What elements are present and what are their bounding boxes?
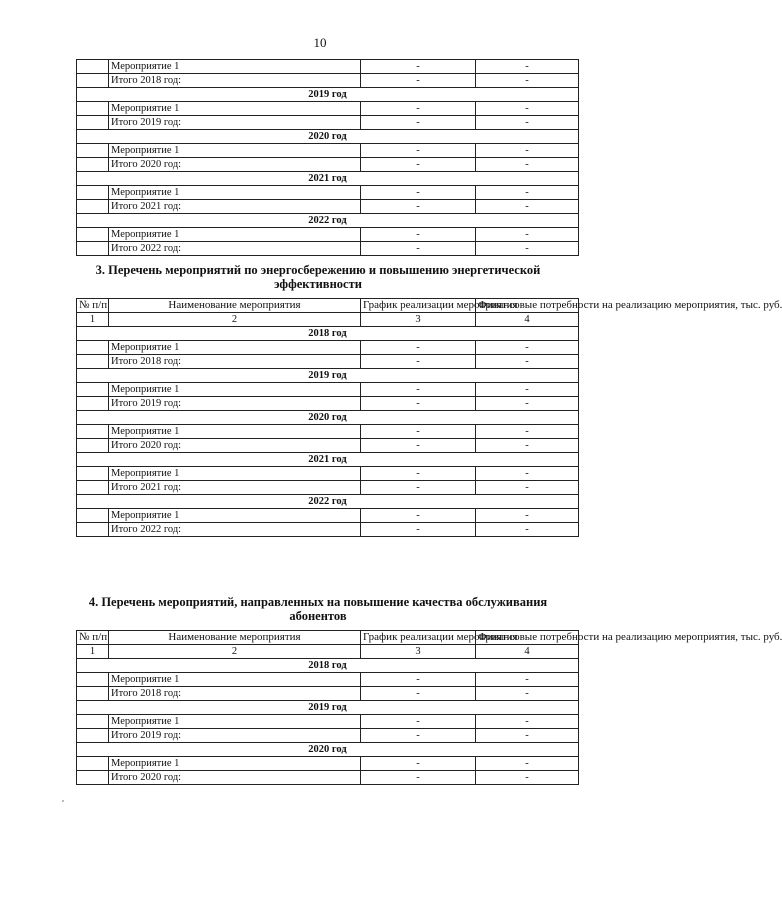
events-table-continued [76,59,579,256]
table-row [77,383,579,397]
section-3-title: 3. Перечень мероприятий по энергосбережению и повышению энергетической эффективности [95,263,541,291]
header-num: № п/п [77,299,109,313]
finance-cell: - [476,60,579,74]
finance-cell: - [476,687,579,701]
table-row [77,74,579,88]
year-heading: 2021 год [77,172,579,186]
total-label-cell: Итого 2020 год: [109,158,361,172]
schedule-cell: - [361,425,476,439]
schedule-cell: - [361,341,476,355]
finance-cell: - [476,715,579,729]
finance-cell: - [476,186,579,200]
year-heading: 2022 год [77,495,579,509]
table-row [77,116,579,130]
header-finance: Финансовые потребности на реализацию мероприятия, тыс. руб. [476,631,579,645]
table-row [77,355,579,369]
finance-cell: - [476,102,579,116]
table-row [77,715,579,729]
event-name-cell: Мероприятие 1 [109,102,361,116]
year-heading: 2020 год [77,743,579,757]
table-row [77,341,579,355]
year-row [77,327,579,341]
col-number: 2 [109,645,361,659]
table-row [77,757,579,771]
table-row [77,509,579,523]
section-4-title: 4. Перечень мероприятий, направленных на повышение качества обслуживания абонентов [88,595,548,623]
header-name: Наименование мероприятия [109,631,361,645]
finance-cell: - [476,425,579,439]
schedule-cell: - [361,60,476,74]
total-label-cell: Итого 2020 год: [109,771,361,785]
finance-cell: - [476,509,579,523]
year-row [77,88,579,102]
total-label-cell: Итого 2019 год: [109,116,361,130]
table-row [77,397,579,411]
event-name-cell: Мероприятие 1 [109,425,361,439]
header-schedule: График реализации мероприятия [361,631,476,645]
schedule-cell: - [361,757,476,771]
total-label-cell: Итого 2021 год: [109,200,361,214]
year-heading: 2018 год [77,327,579,341]
year-row [77,743,579,757]
finance-cell: - [476,242,579,256]
schedule-cell: - [361,467,476,481]
year-row [77,411,579,425]
year-row [77,369,579,383]
col-number: 4 [476,313,579,327]
header-schedule: График реализации мероприятия [361,299,476,313]
event-name-cell: Мероприятие 1 [109,383,361,397]
schedule-cell: - [361,158,476,172]
year-row [77,701,579,715]
year-heading: 2019 год [77,701,579,715]
schedule-cell: - [361,715,476,729]
table-row [77,467,579,481]
schedule-cell: - [361,481,476,495]
finance-cell: - [476,673,579,687]
service-quality-table [76,630,782,785]
total-label-cell: Итого 2019 год: [109,397,361,411]
table-row [77,102,579,116]
schedule-cell: - [361,673,476,687]
header-row [77,631,579,645]
table-row [77,242,579,256]
finance-cell: - [476,481,579,495]
table-row [77,523,579,537]
table-row [77,425,579,439]
finance-cell: - [476,158,579,172]
table-row [77,439,579,453]
event-name-cell: Мероприятие 1 [109,341,361,355]
year-heading: 2020 год [77,130,579,144]
col-number: 3 [361,645,476,659]
event-name-cell: Мероприятие 1 [109,467,361,481]
schedule-cell: - [361,687,476,701]
schedule-cell: - [361,144,476,158]
total-label-cell: Итого 2018 год: [109,74,361,88]
total-label-cell: Итого 2018 год: [109,687,361,701]
year-heading: 2020 год [77,411,579,425]
event-name-cell: Мероприятие 1 [109,186,361,200]
header-row [77,299,579,313]
header-finance: Финансовые потребности на реализацию мероприятия, тыс. руб. [476,299,579,313]
year-heading: 2019 год [77,88,579,102]
year-row [77,130,579,144]
schedule-cell: - [361,242,476,256]
finance-cell: - [476,74,579,88]
event-name-cell: Мероприятие 1 [109,673,361,687]
event-name-cell: Мероприятие 1 [109,715,361,729]
finance-cell: - [476,144,579,158]
column-number-row [77,645,579,659]
finance-cell: - [476,729,579,743]
scan-speck [62,800,64,802]
event-name-cell: Мероприятие 1 [109,144,361,158]
schedule-cell: - [361,523,476,537]
table-row [77,158,579,172]
schedule-cell: - [361,74,476,88]
schedule-cell: - [361,729,476,743]
col-number: 1 [77,313,109,327]
year-row [77,172,579,186]
year-row [77,453,579,467]
year-heading: 2018 год [77,659,579,673]
table-row [77,228,579,242]
table-row [77,144,579,158]
event-name-cell: Мероприятие 1 [109,509,361,523]
finance-cell: - [476,523,579,537]
header-num: № п/п [77,631,109,645]
total-label-cell: Итого 2018 год: [109,355,361,369]
finance-cell: - [476,200,579,214]
finance-cell: - [476,771,579,785]
schedule-cell: - [361,228,476,242]
finance-cell: - [476,467,579,481]
total-label-cell: Итого 2021 год: [109,481,361,495]
year-row [77,495,579,509]
finance-cell: - [476,439,579,453]
finance-cell: - [476,397,579,411]
year-row [77,214,579,228]
column-number-row [77,313,579,327]
table-row [77,771,579,785]
table-row [77,729,579,743]
schedule-cell: - [361,102,476,116]
schedule-cell: - [361,116,476,130]
finance-cell: - [476,116,579,130]
energy-saving-table [76,298,782,537]
schedule-cell: - [361,509,476,523]
event-name-cell: Мероприятие 1 [109,757,361,771]
page-number: 10 [313,35,327,50]
schedule-cell: - [361,186,476,200]
table-row [77,687,579,701]
col-number: 4 [476,645,579,659]
total-label-cell: Итого 2022 год: [109,242,361,256]
finance-cell: - [476,228,579,242]
schedule-cell: - [361,771,476,785]
total-label-cell: Итого 2019 год: [109,729,361,743]
total-label-cell: Итого 2020 год: [109,439,361,453]
year-heading: 2019 год [77,369,579,383]
year-heading: 2022 год [77,214,579,228]
event-name-cell: Мероприятие 1 [109,60,361,74]
schedule-cell: - [361,439,476,453]
finance-cell: - [476,341,579,355]
table-row [77,186,579,200]
table-row [77,481,579,495]
schedule-cell: - [361,355,476,369]
total-label-cell: Итого 2022 год: [109,523,361,537]
schedule-cell: - [361,383,476,397]
table-row [77,60,579,74]
finance-cell: - [476,757,579,771]
col-number: 1 [77,645,109,659]
col-number: 3 [361,313,476,327]
header-name: Наименование мероприятия [109,299,361,313]
schedule-cell: - [361,397,476,411]
finance-cell: - [476,383,579,397]
col-number: 2 [109,313,361,327]
event-name-cell: Мероприятие 1 [109,228,361,242]
finance-cell: - [476,355,579,369]
schedule-cell: - [361,200,476,214]
year-heading: 2021 год [77,453,579,467]
table-row [77,673,579,687]
table-row [77,200,579,214]
year-row [77,659,579,673]
